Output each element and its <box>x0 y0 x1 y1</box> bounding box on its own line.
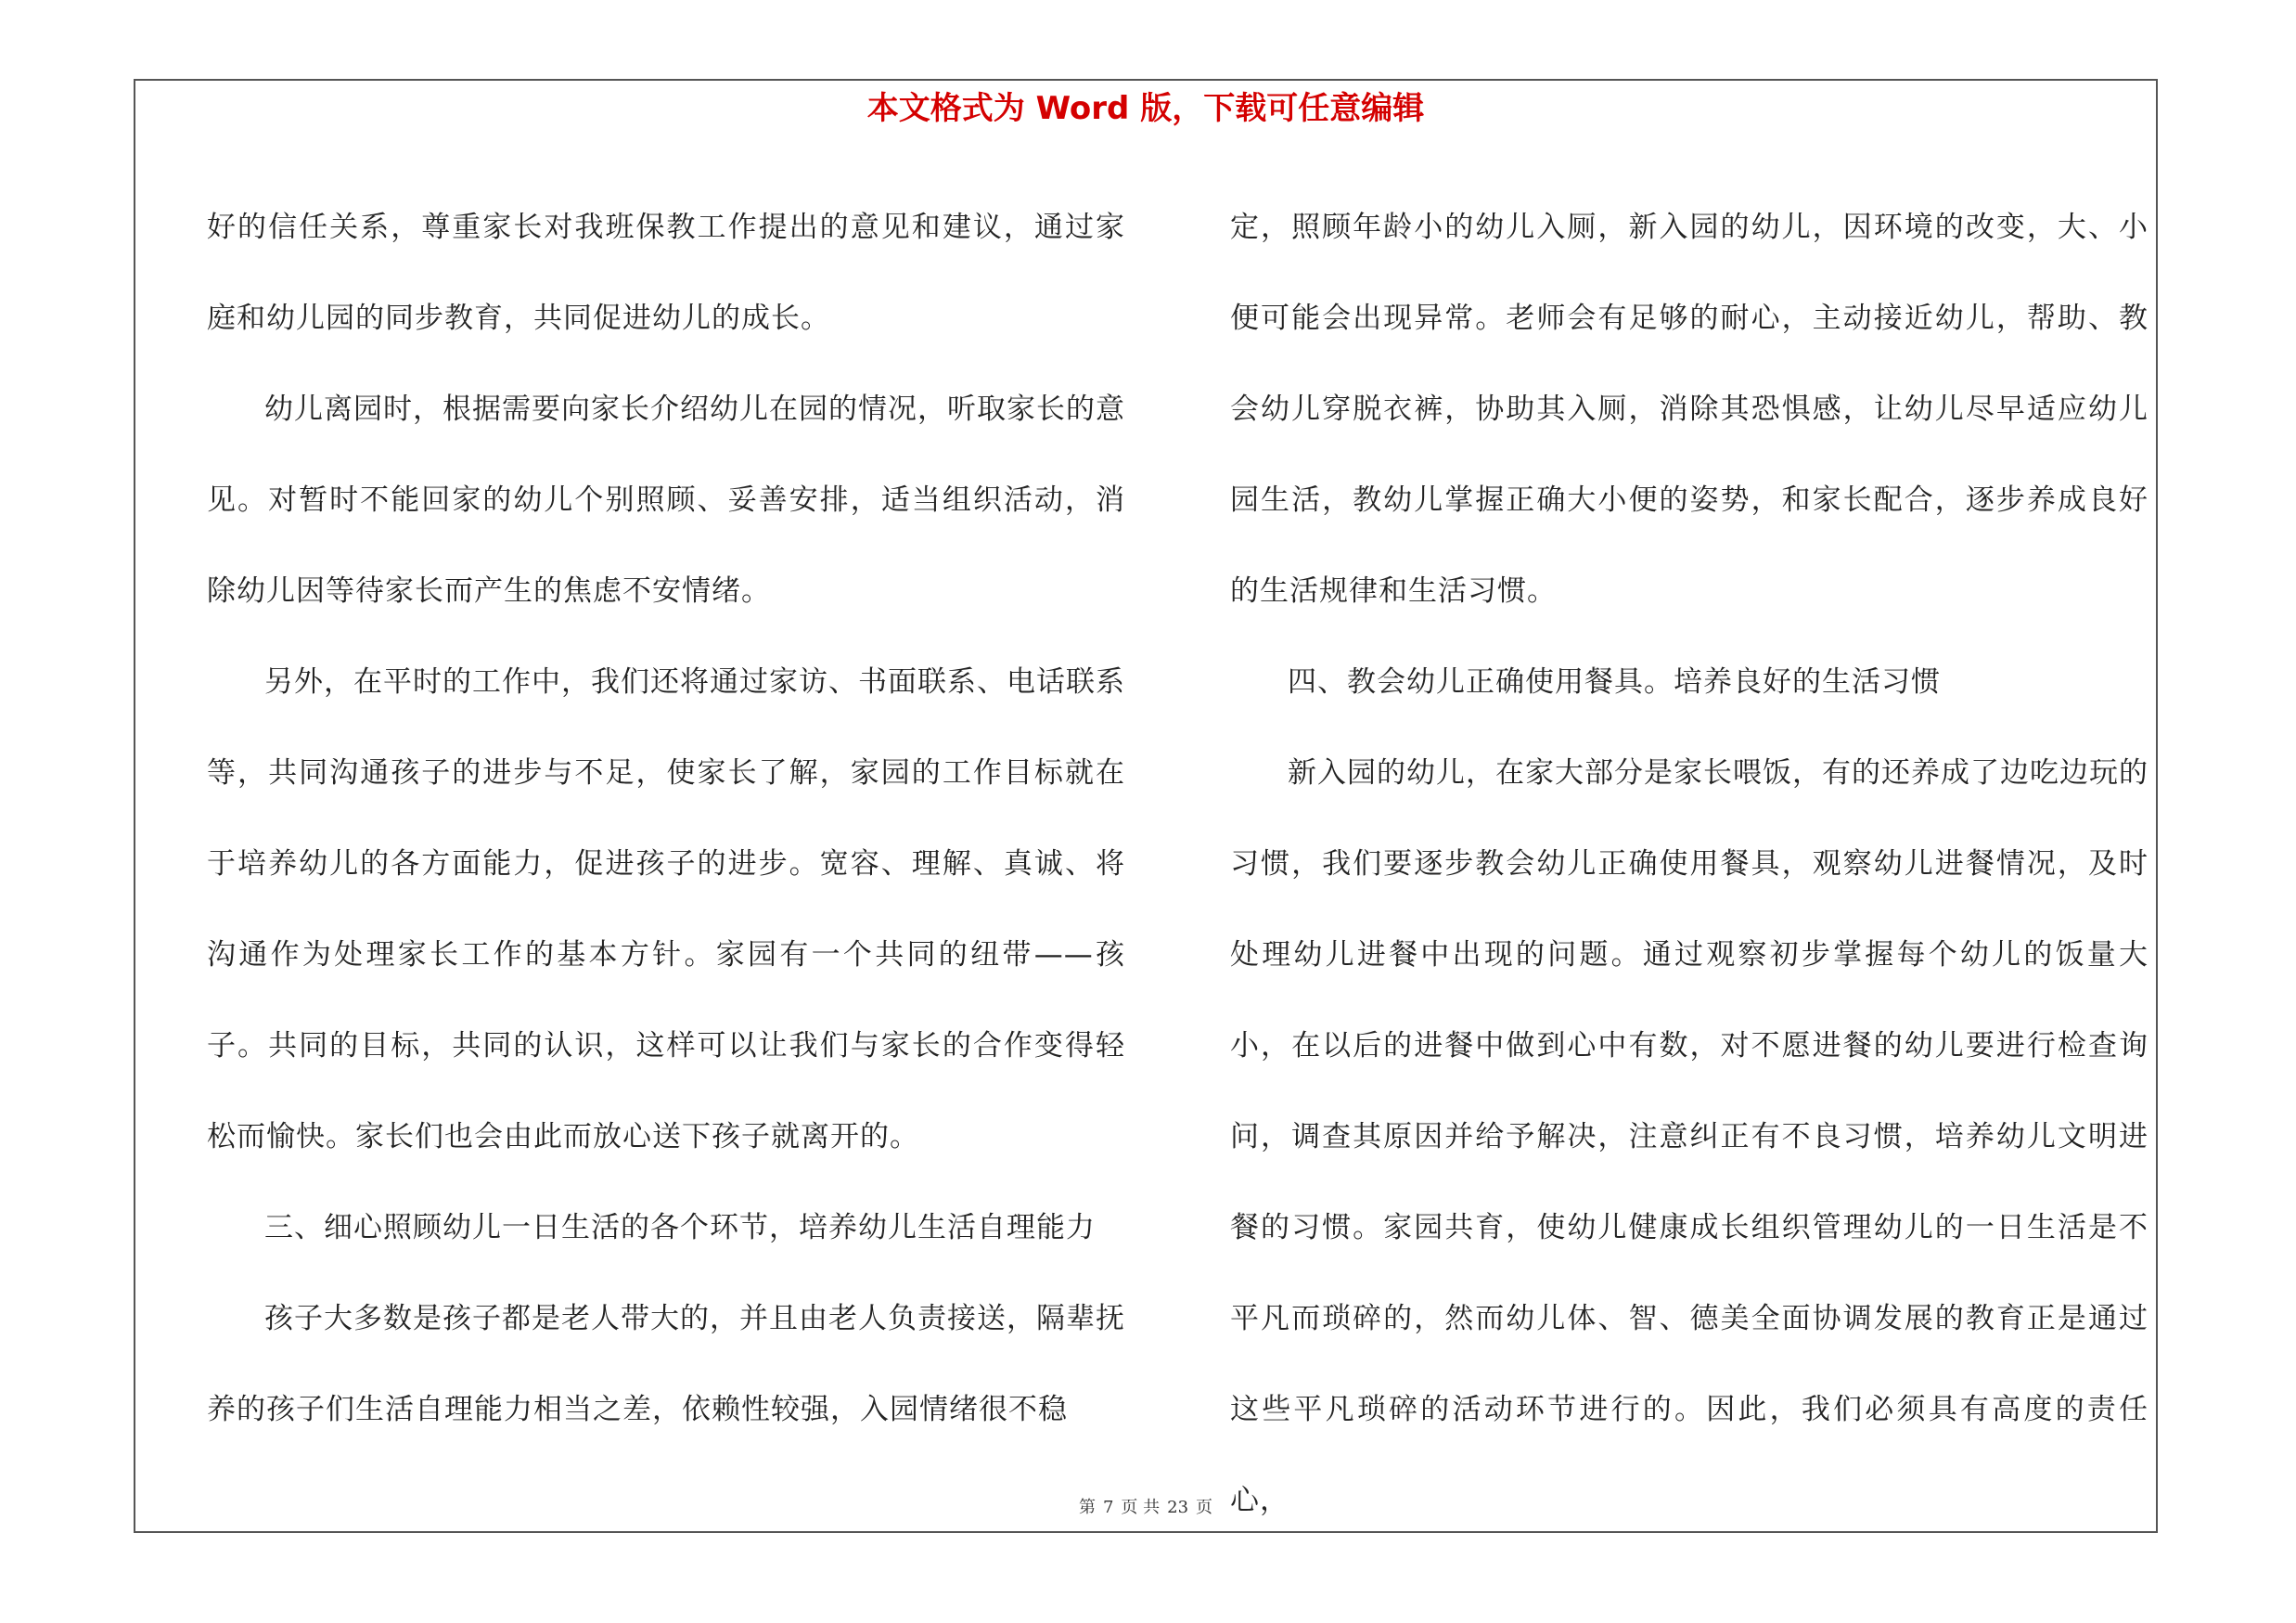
right-column <box>1230 182 2148 1546</box>
page-footer <box>135 1494 2156 1518</box>
footer-middle: 页 共 <box>1121 1498 1161 1517</box>
paragraph: 孩子大多数是孩子都是老人带大的，并且由老人负责接送，隔辈抚养的孩子们生活自理能力相当之差，依赖性较强，入园情绪很不稳 <box>207 1302 1125 1426</box>
current-page-number: 7 <box>1102 1498 1114 1517</box>
paragraph: 定，照顾年龄小的幼儿入厕，新入园的幼儿，因环境的改变，大、小便可能会出现异常。老师会有足够的耐心，主动接近幼儿，帮助、教会幼儿穿脱衣裤，协助其入厕，消除其恐惧感，让幼儿尽早适应幼儿园生活，教幼儿掌握正确大小便的姿势，和家长配合，逐步养成良好的生活规律和生活习惯。 <box>1230 211 2148 608</box>
footer-suffix: 页 <box>1196 1498 1213 1517</box>
word-format-banner: 本文格式为 Word 版，下载可任意编辑 <box>866 90 1425 127</box>
section-heading: 三、细心照顾幼儿一日生活的各个环节，培养幼儿生活自理能力 <box>264 1211 1096 1244</box>
paragraph: 幼儿离园时，根据需要向家长介绍幼儿在园的情况，听取家长的意见。对暂时不能回家的幼儿个别照顾、妥善安排，适当组织活动，消除幼儿因等待家长而产生的焦虑不安情绪。 <box>207 393 1125 608</box>
paragraph: 另外，在平时的工作中，我们还将通过家访、书面联系、电话联系等，共同沟通孩子的进步与不足，使家长了解，家园的工作目标就在于培养幼儿的各方面能力，促进孩子的进步。宽容、理解、真诚、将沟通作为处理家长工作的基本方针。家园有一个共同的纽带——孩子。共同的目标，共同的认识，这样可以让我们与家长的合作变得轻松而愉快。家长们也会由此而放心送下孩子就离开的。 <box>207 665 1125 1153</box>
paragraph: 好的信任关系，尊重家长对我班保教工作提出的意见和建议，通过家庭和幼儿园的同步教育，共同促进幼儿的成长。 <box>207 211 1125 335</box>
footer-prefix: 第 <box>1078 1498 1096 1517</box>
left-column <box>207 182 1125 1455</box>
section-heading: 四、教会幼儿正确使用餐具。培养良好的生活习惯 <box>1288 665 1941 699</box>
total-pages: 23 <box>1167 1498 1189 1517</box>
paragraph: 新入园的幼儿，在家大部分是家长喂饭，有的还养成了边吃边玩的习惯，我们要逐步教会幼儿正确使用餐具，观察幼儿进餐情况，及时处理幼儿进餐中出现的问题。通过观察初步掌握每个幼儿的饭量大小，在以后的进餐中做到心中有数，对不愿进餐的幼儿要进行检查询问，调查其原因并给予解决，注意纠正有不良习惯，培养幼儿文明进餐的习惯。家园共育，使幼儿健康成长组织管理幼儿的一日生活是不平凡而琐碎的，然而幼儿体、智、德美全面协调发展的教育正是通过这些平凡琐碎的活动环节进行的。因此，我们必须具有高度的责任心， <box>1230 756 2148 1517</box>
page-frame <box>134 79 2158 1533</box>
